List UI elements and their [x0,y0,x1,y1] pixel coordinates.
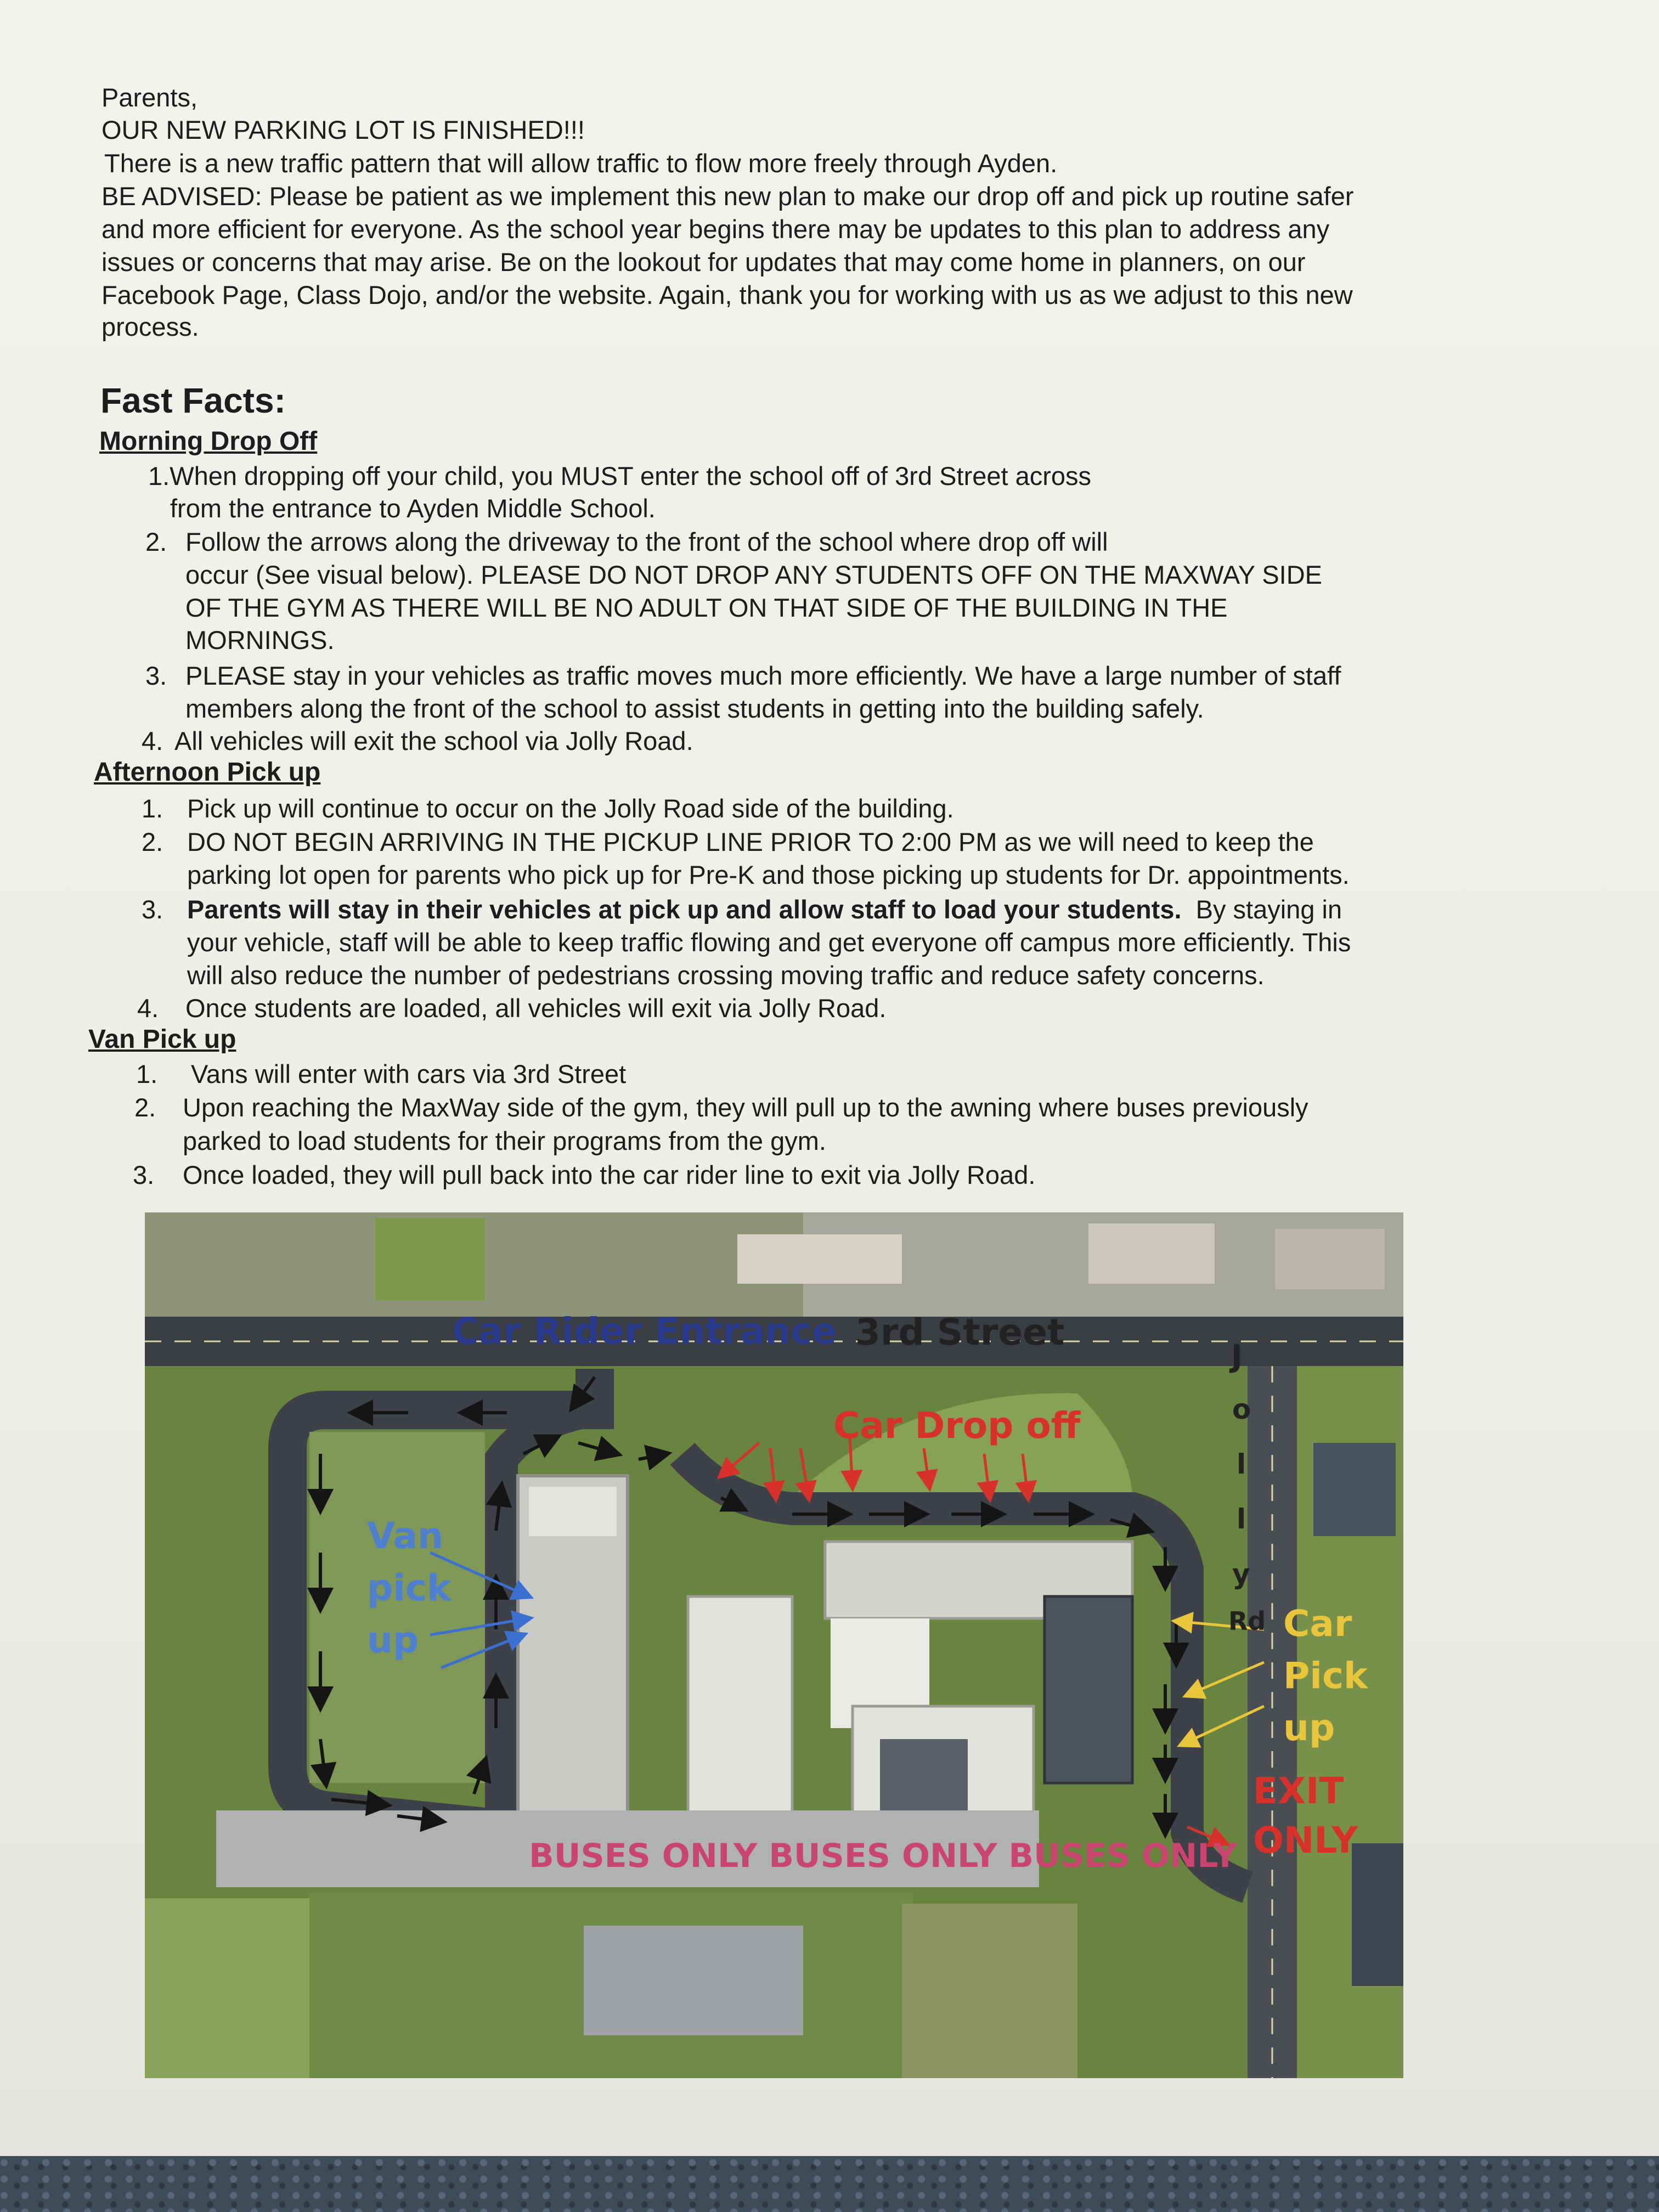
afternoon-item-3: 3. Parents will stay in their vehicles at pick up and allow staff to load your students. By staying in [142,895,1342,924]
car-pick-up-label-2: Pick [1283,1655,1368,1697]
advised-line-5: process. [101,312,199,341]
greeting: Parents, [101,83,198,112]
jolly-rd-letter-l1: l [1237,1448,1246,1480]
van-item-2-cont: parked to load students for their programs from the gym. [183,1126,826,1155]
afternoon-item-2-cont: parking lot open for parents who pick up for Pre-K and those picking up students for Dr. appointments. [187,860,1350,889]
traffic-pattern-map [145,1212,1403,2078]
van-pick-up-label-3: up [367,1619,419,1661]
advised-line-4: Facebook Page, Class Dojo, and/or the website. Again, thank you for working with us as we adjust to this new [101,280,1353,309]
morning-item-3: 3. PLEASE stay in your vehicles as traffic moves much more efficiently. We have a large number of staff [145,661,1341,690]
afternoon-item-2: 2. DO NOT BEGIN ARRIVING IN THE PICKUP LINE PRIOR TO 2:00 PM as we will need to keep the [142,827,1314,856]
car-rider-entrance-label: Car Rider Entrance [452,1310,837,1352]
fast-facts-heading: Fast Facts: [100,381,286,420]
intro-line: There is a new traffic pattern that will allow traffic to flow more freely through Ayden. [104,149,1058,178]
van-item-2: 2. Upon reaching the MaxWay side of the gym, they will pull up to the awning where buses previously [134,1093,1308,1122]
carpet-background [0,2156,1659,2212]
advised-line-2: and more efficient for everyone. As the school year begins there may be updates to this plan to address any [101,215,1330,244]
afternoon-section-title: Afternoon Pick up [94,758,321,787]
car-drop-off-label: Car Drop off [833,1404,1081,1447]
morning-item-2: 2. Follow the arrows along the driveway to the front of the school where drop off will [145,527,1108,556]
jolly-rd-rd: Rd [1228,1606,1266,1636]
morning-item-2-cont-3: MORNINGS. [185,625,335,654]
jolly-rd-letter-l2: l [1237,1503,1246,1535]
exit-only-label-1: EXIT [1253,1770,1344,1812]
morning-item-4: 4. All vehicles will exit the school via Jolly Road. [142,726,693,755]
third-street-label: 3rd Street [855,1311,1065,1353]
exit-only-label-2: ONLY [1253,1819,1358,1861]
afternoon-item-1: 1. Pick up will continue to occur on the Jolly Road side of the building. [142,794,954,823]
morning-item-2-cont-1: occur (See visual below). PLEASE DO NOT DROP ANY STUDENTS OFF ON THE MAXWAY SIDE [185,560,1323,589]
morning-item-1-cont: from the entrance to Ayden Middle School. [170,494,656,523]
buses-only-label: BUSES ONLY BUSES ONLY BUSES ONLY [529,1837,1237,1875]
van-item-1: 1. Vans will enter with cars via 3rd Street [136,1059,627,1088]
car-pick-up-label-3: up [1283,1707,1335,1749]
morning-section-title: Morning Drop Off [99,427,318,456]
morning-item-1: 1.When dropping off your child, you MUST enter the school off of 3rd Street across [148,461,1092,490]
advised-line-1: BE ADVISED: Please be patient as we implement this new plan to make our drop off and pick up routine safer [101,182,1354,211]
jolly-rd-letter-y: y [1232,1558,1250,1590]
afternoon-item-3-cont-1: your vehicle, staff will be able to keep traffic flowing and get everyone off campus more efficiently. This [187,928,1351,957]
van-pick-up-label-2: pick [367,1567,451,1609]
van-pick-up-label-1: Van [367,1515,443,1557]
morning-item-3-cont: members along the front of the school to assist students in getting into the building safely. [185,694,1204,723]
van-section-title: Van Pick up [88,1025,236,1054]
jolly-rd-letter-o: o [1232,1393,1251,1425]
jolly-rd-letter-j: J [1231,1339,1243,1374]
morning-item-2-cont-2: OF THE GYM AS THERE WILL BE NO ADULT ON THAT SIDE OF THE BUILDING IN THE [185,593,1228,622]
van-item-3: 3. Once loaded, they will pull back into the car rider line to exit via Jolly Road. [133,1160,1036,1189]
headline: OUR NEW PARKING LOT IS FINISHED!!! [101,115,585,144]
advised-line-3: issues or concerns that may arise. Be on the lookout for updates that may come home in planners, on our [101,247,1306,276]
afternoon-item-4: 4. Once students are loaded, all vehicles will exit via Jolly Road. [137,994,887,1023]
afternoon-item-3-cont-2: will also reduce the number of pedestrians crossing moving traffic and reduce safety concerns. [187,961,1265,990]
car-pick-up-label-1: Car [1283,1602,1352,1645]
